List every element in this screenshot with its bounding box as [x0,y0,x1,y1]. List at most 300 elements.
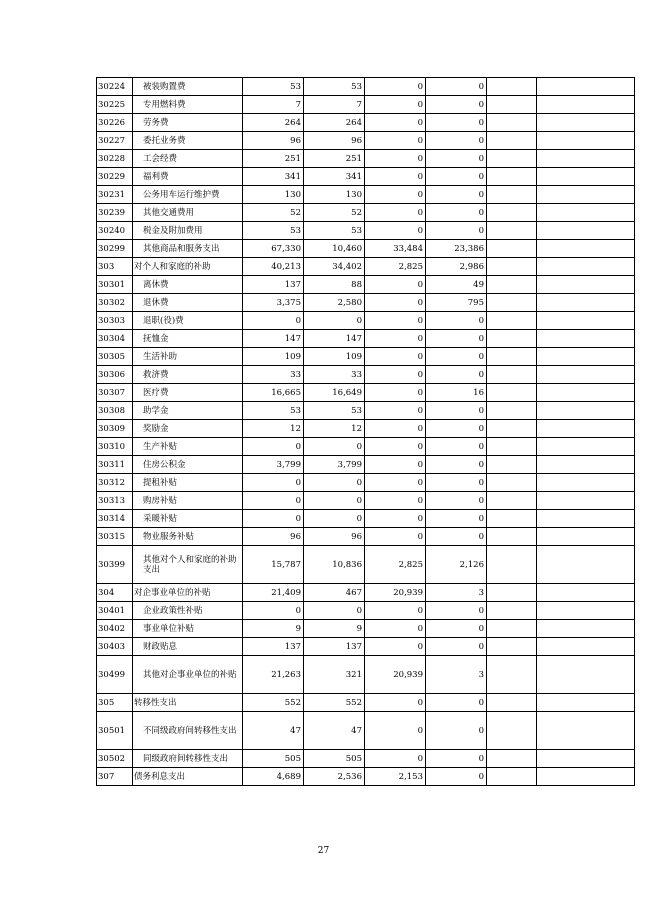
row-empty-cell [537,510,635,528]
row-empty-cell [487,584,537,602]
row-empty-cell [487,222,537,240]
table-row [97,78,635,96]
row-value-cell-2: 147 [304,330,365,348]
row-code-cell: 305 [97,694,133,712]
row-value-cell-3: 2,825 [365,258,426,276]
row-name-cell: 对企事业单位的补贴 [133,584,243,602]
table-row [97,474,635,492]
row-empty-cell [537,78,635,96]
table-row [97,366,635,384]
table-row [97,420,635,438]
row-value-cell-4: 0 [426,420,487,438]
row-empty-cell [537,222,635,240]
row-value-cell-3: 0 [365,204,426,222]
row-code-cell: 30308 [97,402,133,420]
row-name-cell: 委托业务费 [133,132,243,150]
table-row [97,584,635,602]
row-value-cell-1: 21,409 [243,584,304,602]
row-value-cell-2: 9 [304,620,365,638]
expenditure-table [96,77,635,786]
row-value-cell-4: 2,126 [426,546,487,584]
row-empty-cell [487,750,537,768]
row-empty-cell [537,420,635,438]
row-code-cell: 30501 [97,712,133,750]
row-empty-cell [487,348,537,366]
row-value-cell-4: 0 [426,132,487,150]
row-code-cell: 30312 [97,474,133,492]
row-empty-cell [537,602,635,620]
row-name-cell: 其他对企事业单位的补贴 [133,656,243,694]
row-value-cell-4: 0 [426,638,487,656]
row-value-cell-1: 0 [243,474,304,492]
table-row [97,694,635,712]
row-value-cell-4: 0 [426,168,487,186]
row-value-cell-3: 0 [365,132,426,150]
table-row [97,456,635,474]
row-value-cell-3: 0 [365,294,426,312]
row-empty-cell [487,240,537,258]
row-code-cell: 30228 [97,150,133,168]
row-name-cell: 采暖补贴 [133,510,243,528]
table-row [97,750,635,768]
table-row [97,348,635,366]
row-value-cell-4: 795 [426,294,487,312]
row-code-cell: 30225 [97,96,133,114]
table-row [97,438,635,456]
row-value-cell-2: 130 [304,186,365,204]
row-value-cell-4: 0 [426,492,487,510]
row-value-cell-2: 2,536 [304,768,365,786]
row-value-cell-2: 467 [304,584,365,602]
row-empty-cell [487,656,537,694]
table-row [97,168,635,186]
row-value-cell-3: 0 [365,438,426,456]
table-row [97,114,635,132]
row-value-cell-4: 3 [426,584,487,602]
row-empty-cell [537,712,635,750]
row-empty-cell [537,620,635,638]
row-name-cell: 物业服务补贴 [133,528,243,546]
row-value-cell-2: 109 [304,348,365,366]
table-row [97,528,635,546]
row-value-cell-1: 3,375 [243,294,304,312]
row-empty-cell [487,96,537,114]
row-value-cell-3: 0 [365,348,426,366]
row-value-cell-1: 264 [243,114,304,132]
row-empty-cell [537,312,635,330]
row-empty-cell [537,186,635,204]
row-value-cell-1: 12 [243,420,304,438]
row-value-cell-2: 137 [304,638,365,656]
row-empty-cell [487,384,537,402]
row-value-cell-4: 0 [426,474,487,492]
row-empty-cell [487,712,537,750]
table-row [97,712,635,750]
row-code-cell: 30302 [97,294,133,312]
row-value-cell-2: 7 [304,96,365,114]
row-empty-cell [487,276,537,294]
row-value-cell-3: 2,825 [365,546,426,584]
row-value-cell-3: 0 [365,492,426,510]
row-name-cell: 其他商品和服务支出 [133,240,243,258]
row-value-cell-4: 0 [426,694,487,712]
row-value-cell-4: 2,986 [426,258,487,276]
row-empty-cell [537,330,635,348]
row-value-cell-2: 0 [304,510,365,528]
row-value-cell-2: 0 [304,492,365,510]
row-name-cell: 医疗费 [133,384,243,402]
row-name-cell: 生产补贴 [133,438,243,456]
row-name-cell: 提租补贴 [133,474,243,492]
row-value-cell-3: 0 [365,510,426,528]
row-value-cell-2: 0 [304,602,365,620]
table-row [97,222,635,240]
row-empty-cell [537,240,635,258]
table-row [97,768,635,786]
row-name-cell: 救济费 [133,366,243,384]
row-name-cell: 专用燃料费 [133,96,243,114]
row-code-cell: 30401 [97,602,133,620]
row-value-cell-2: 321 [304,656,365,694]
table-row [97,656,635,694]
row-empty-cell [537,584,635,602]
row-empty-cell [537,204,635,222]
row-value-cell-3: 0 [365,96,426,114]
row-value-cell-3: 0 [365,78,426,96]
row-code-cell: 30303 [97,312,133,330]
row-empty-cell [537,348,635,366]
row-name-cell: 奖励金 [133,420,243,438]
row-value-cell-3: 0 [365,222,426,240]
row-value-cell-1: 147 [243,330,304,348]
row-empty-cell [487,204,537,222]
row-value-cell-4: 0 [426,528,487,546]
row-value-cell-3: 0 [365,330,426,348]
table-row [97,276,635,294]
row-code-cell: 30309 [97,420,133,438]
row-value-cell-2: 505 [304,750,365,768]
row-empty-cell [487,528,537,546]
row-name-cell: 离休费 [133,276,243,294]
row-code-cell: 30306 [97,366,133,384]
row-value-cell-4: 0 [426,712,487,750]
row-empty-cell [537,366,635,384]
row-name-cell: 生活补助 [133,348,243,366]
row-empty-cell [537,768,635,786]
table-row [97,492,635,510]
row-value-cell-3: 20,939 [365,656,426,694]
row-name-cell: 同级政府间转移性支出 [133,750,243,768]
row-value-cell-4: 0 [426,150,487,168]
row-empty-cell [537,492,635,510]
row-empty-cell [487,366,537,384]
row-value-cell-1: 15,787 [243,546,304,584]
row-value-cell-3: 0 [365,528,426,546]
row-value-cell-3: 0 [365,402,426,420]
row-empty-cell [487,294,537,312]
row-value-cell-1: 0 [243,602,304,620]
row-empty-cell [537,528,635,546]
row-value-cell-4: 0 [426,438,487,456]
row-code-cell: 30304 [97,330,133,348]
row-empty-cell [487,114,537,132]
row-name-cell: 住房公积金 [133,456,243,474]
row-name-cell: 福利费 [133,168,243,186]
row-code-cell: 303 [97,258,133,276]
row-empty-cell [487,492,537,510]
table-row [97,186,635,204]
row-value-cell-1: 9 [243,620,304,638]
row-value-cell-3: 0 [365,186,426,204]
row-value-cell-2: 3,799 [304,456,365,474]
row-code-cell: 304 [97,584,133,602]
row-empty-cell [537,456,635,474]
row-value-cell-3: 0 [365,150,426,168]
row-value-cell-4: 3 [426,656,487,694]
row-value-cell-1: 96 [243,132,304,150]
row-value-cell-1: 53 [243,78,304,96]
row-value-cell-2: 0 [304,474,365,492]
row-value-cell-4: 0 [426,602,487,620]
row-code-cell: 30240 [97,222,133,240]
row-empty-cell [487,638,537,656]
row-code-cell: 30310 [97,438,133,456]
table-row [97,620,635,638]
row-value-cell-1: 0 [243,492,304,510]
row-value-cell-2: 251 [304,150,365,168]
table-row [97,546,635,584]
row-code-cell: 30403 [97,638,133,656]
row-empty-cell [487,78,537,96]
row-value-cell-2: 2,580 [304,294,365,312]
row-value-cell-3: 0 [365,620,426,638]
row-value-cell-4: 0 [426,330,487,348]
row-empty-cell [487,602,537,620]
row-value-cell-1: 109 [243,348,304,366]
row-value-cell-4: 0 [426,312,487,330]
row-code-cell: 30229 [97,168,133,186]
row-empty-cell [487,510,537,528]
row-value-cell-2: 96 [304,528,365,546]
row-value-cell-1: 0 [243,312,304,330]
row-value-cell-2: 52 [304,204,365,222]
row-empty-cell [537,384,635,402]
row-empty-cell [537,168,635,186]
row-value-cell-2: 341 [304,168,365,186]
row-value-cell-2: 96 [304,132,365,150]
row-empty-cell [487,186,537,204]
row-value-cell-1: 341 [243,168,304,186]
row-value-cell-1: 251 [243,150,304,168]
row-empty-cell [537,150,635,168]
table-row [97,150,635,168]
row-empty-cell [537,656,635,694]
row-value-cell-1: 0 [243,510,304,528]
row-name-cell: 退职(役)费 [133,312,243,330]
table-row [97,312,635,330]
row-code-cell: 30314 [97,510,133,528]
table-row [97,96,635,114]
row-empty-cell [537,294,635,312]
table-row [97,132,635,150]
table-row [97,204,635,222]
table-row [97,510,635,528]
row-value-cell-4: 49 [426,276,487,294]
row-name-cell: 劳务费 [133,114,243,132]
row-name-cell: 不同级政府间转移性支出 [133,712,243,750]
row-value-cell-4: 0 [426,510,487,528]
row-value-cell-3: 0 [365,366,426,384]
row-value-cell-2: 0 [304,312,365,330]
row-value-cell-4: 0 [426,750,487,768]
row-empty-cell [537,546,635,584]
row-code-cell: 30313 [97,492,133,510]
row-code-cell: 30231 [97,186,133,204]
row-code-cell: 30226 [97,114,133,132]
row-value-cell-1: 96 [243,528,304,546]
row-code-cell: 30402 [97,620,133,638]
row-empty-cell [537,258,635,276]
row-name-cell: 其他交通费用 [133,204,243,222]
row-value-cell-2: 12 [304,420,365,438]
row-code-cell: 30399 [97,546,133,584]
row-value-cell-1: 552 [243,694,304,712]
row-value-cell-2: 53 [304,402,365,420]
row-value-cell-1: 52 [243,204,304,222]
row-code-cell: 30299 [97,240,133,258]
row-value-cell-1: 40,213 [243,258,304,276]
row-empty-cell [537,402,635,420]
row-empty-cell [537,694,635,712]
row-value-cell-3: 0 [365,638,426,656]
row-value-cell-1: 130 [243,186,304,204]
row-value-cell-3: 0 [365,474,426,492]
row-value-cell-4: 0 [426,96,487,114]
row-empty-cell [487,456,537,474]
table-row [97,240,635,258]
row-code-cell: 30305 [97,348,133,366]
row-empty-cell [487,330,537,348]
row-empty-cell [487,768,537,786]
row-value-cell-1: 137 [243,276,304,294]
row-value-cell-2: 10,460 [304,240,365,258]
row-empty-cell [487,132,537,150]
row-value-cell-2: 88 [304,276,365,294]
row-value-cell-1: 33 [243,366,304,384]
row-value-cell-3: 0 [365,168,426,186]
row-value-cell-2: 552 [304,694,365,712]
row-value-cell-3: 0 [365,750,426,768]
row-code-cell: 30307 [97,384,133,402]
row-value-cell-2: 53 [304,78,365,96]
row-value-cell-1: 4,689 [243,768,304,786]
row-name-cell: 退休费 [133,294,243,312]
row-code-cell: 307 [97,768,133,786]
row-value-cell-4: 0 [426,78,487,96]
row-code-cell: 30224 [97,78,133,96]
row-empty-cell [487,402,537,420]
row-empty-cell [487,312,537,330]
row-value-cell-4: 0 [426,348,487,366]
row-value-cell-2: 53 [304,222,365,240]
row-value-cell-3: 0 [365,456,426,474]
row-code-cell: 30502 [97,750,133,768]
row-value-cell-2: 34,402 [304,258,365,276]
row-name-cell: 企业政策性补贴 [133,602,243,620]
row-value-cell-1: 0 [243,438,304,456]
row-name-cell: 对个人和家庭的补助 [133,258,243,276]
row-value-cell-1: 505 [243,750,304,768]
row-value-cell-2: 47 [304,712,365,750]
row-value-cell-3: 0 [365,276,426,294]
row-empty-cell [537,96,635,114]
row-value-cell-3: 33,484 [365,240,426,258]
table-row [97,294,635,312]
table-row [97,330,635,348]
row-empty-cell [487,258,537,276]
expenditure-table-body [97,78,635,786]
table-row [97,602,635,620]
table-row [97,402,635,420]
row-name-cell: 抚恤金 [133,330,243,348]
row-value-cell-1: 47 [243,712,304,750]
row-value-cell-3: 0 [365,114,426,132]
row-code-cell: 30311 [97,456,133,474]
row-empty-cell [537,638,635,656]
row-value-cell-4: 0 [426,402,487,420]
row-value-cell-1: 7 [243,96,304,114]
row-name-cell: 转移性支出 [133,694,243,712]
row-name-cell: 被装购置费 [133,78,243,96]
row-value-cell-3: 0 [365,312,426,330]
row-value-cell-4: 0 [426,114,487,132]
row-name-cell: 税金及附加费用 [133,222,243,240]
row-name-cell: 债务利息支出 [133,768,243,786]
row-empty-cell [537,114,635,132]
row-empty-cell [487,474,537,492]
table-row [97,258,635,276]
row-value-cell-1: 53 [243,402,304,420]
row-code-cell: 30315 [97,528,133,546]
row-value-cell-2: 16,649 [304,384,365,402]
row-value-cell-1: 21,263 [243,656,304,694]
row-value-cell-4: 0 [426,222,487,240]
table-row [97,638,635,656]
row-name-cell: 其他对个人和家庭的补助支出 [133,546,243,584]
row-value-cell-3: 0 [365,384,426,402]
row-value-cell-4: 0 [426,366,487,384]
row-empty-cell [487,438,537,456]
row-empty-cell [487,150,537,168]
row-value-cell-3: 0 [365,694,426,712]
page-number: 27 [317,846,330,856]
row-empty-cell [487,620,537,638]
row-empty-cell [537,276,635,294]
row-name-cell: 公务用车运行维护费 [133,186,243,204]
row-code-cell: 30499 [97,656,133,694]
row-empty-cell [487,420,537,438]
row-value-cell-3: 0 [365,712,426,750]
row-value-cell-3: 2,153 [365,768,426,786]
row-value-cell-4: 0 [426,456,487,474]
row-empty-cell [537,132,635,150]
row-value-cell-3: 20,939 [365,584,426,602]
row-value-cell-1: 3,799 [243,456,304,474]
row-code-cell: 30227 [97,132,133,150]
row-empty-cell [487,694,537,712]
row-code-cell: 30239 [97,204,133,222]
row-empty-cell [487,546,537,584]
